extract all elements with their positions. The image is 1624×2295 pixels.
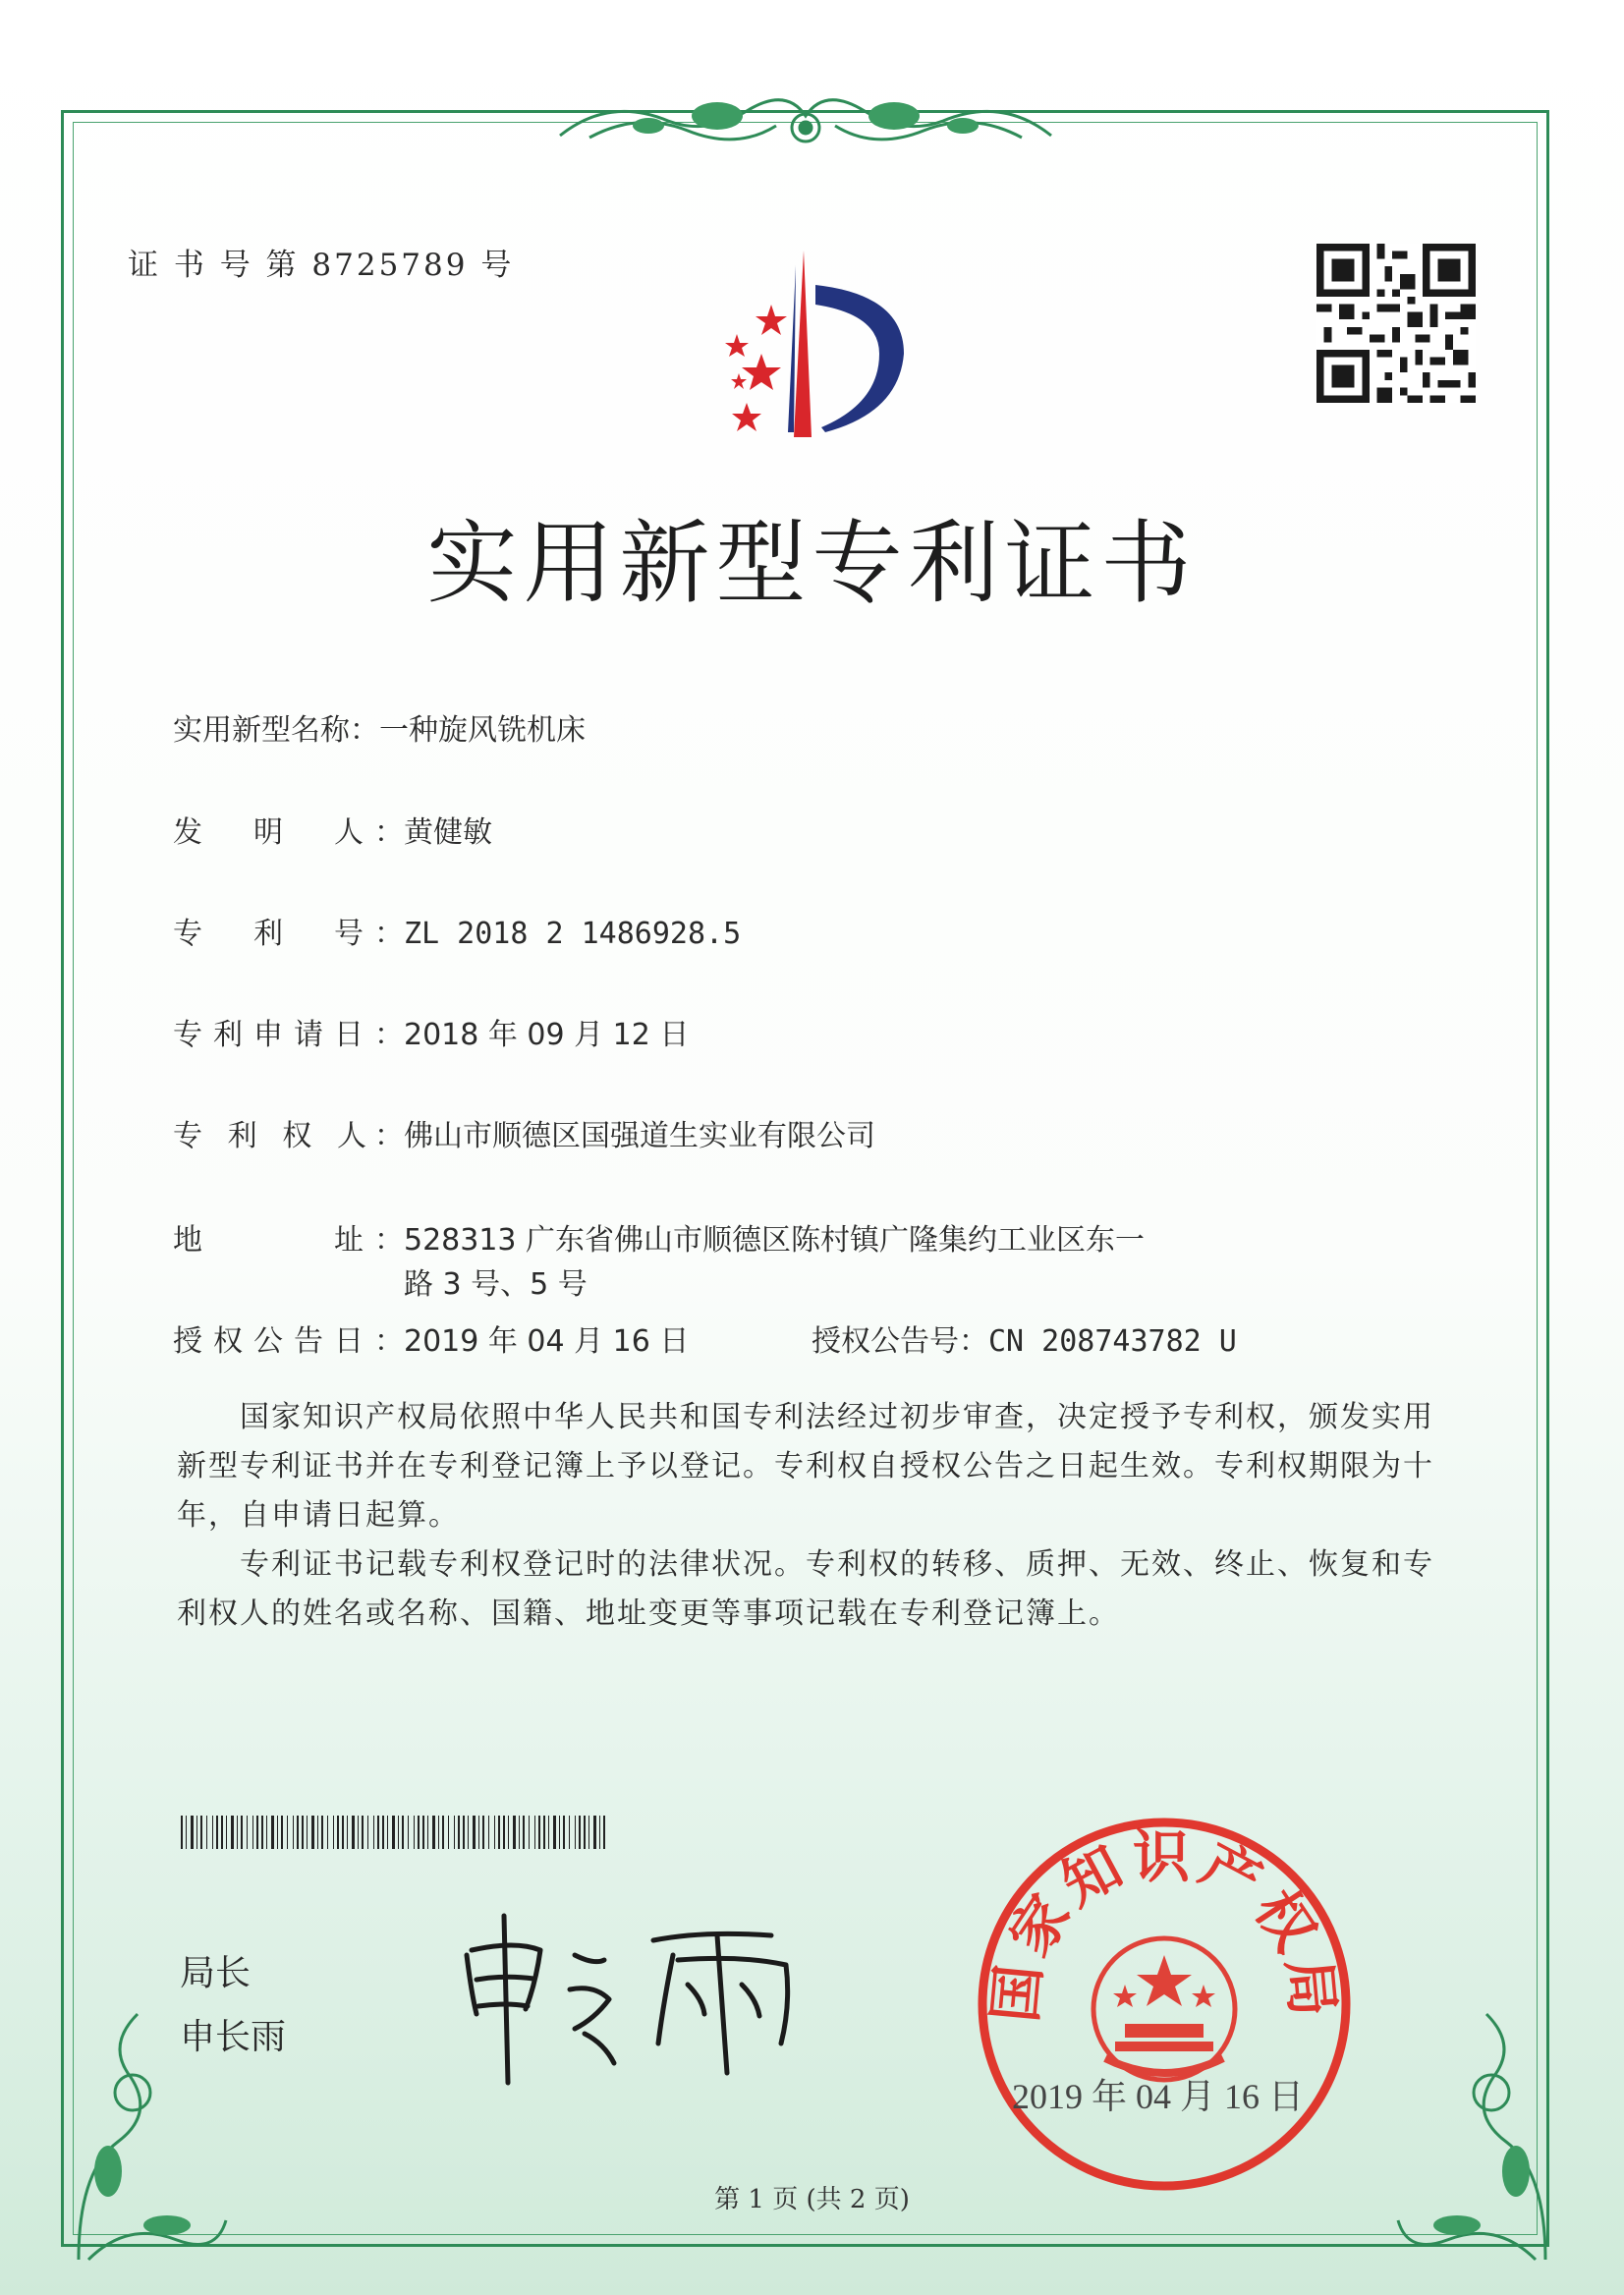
barcode-bar [454, 1816, 455, 1849]
grant-number: CN 208743782 U [988, 1324, 1237, 1359]
page-number: 第 1 页 (共 2 页) [714, 2185, 910, 2214]
barcode-bar [414, 1816, 415, 1849]
barcode-bar [191, 1816, 194, 1849]
barcode-bar [297, 1816, 299, 1849]
barcode-bar [559, 1816, 560, 1849]
paragraph-grant-statement: 国家知识产权局依照中华人民共和国专利法经过初步审查，决定授予专利权，颁发实用新型专利证书并在专利登记簿上予以登记。专利权自授权公告之日起生效。专利权期限为十年，自申请日起算。 [177, 1400, 1434, 1533]
barcode-bar [529, 1816, 530, 1849]
barcode-bar [196, 1816, 197, 1849]
barcode-bar [442, 1816, 444, 1849]
barcode-bar [422, 1816, 424, 1849]
barcode-bar [367, 1816, 368, 1849]
barcode-bar [186, 1816, 187, 1849]
barcode-bar [402, 1816, 404, 1849]
address-line-2: 路 3 号、5 号 [404, 1267, 588, 1302]
barcode-bar [538, 1816, 540, 1849]
field-grant-date [173, 1316, 689, 1360]
paragraph-legal-status: 专利证书记载专利权登记时的法律状况。专利权的转移、质押、无效、终止、恢复和专利权人的姓名或名称、国籍、地址变更等事项记载在专利登记簿上。 [177, 1547, 1434, 1631]
barcode-bar [503, 1816, 505, 1849]
barcode-bar [599, 1816, 600, 1849]
barcode-bar [513, 1816, 516, 1849]
barcode-bar [382, 1816, 384, 1849]
field-label: 授权公告日： [173, 1324, 404, 1359]
barcode-bar [181, 1816, 183, 1849]
grant-date: 2019 年 04 月 16 日 [404, 1324, 690, 1359]
barcode-bar [256, 1816, 258, 1849]
field-label: 发 明 人： [173, 815, 404, 850]
barcode-bar [333, 1816, 334, 1849]
barcode-bar [337, 1816, 339, 1849]
field-utility-model-name [173, 705, 586, 749]
barcode-bar [342, 1816, 344, 1849]
barcode-bar [221, 1816, 223, 1849]
corner-ornament-right [1388, 1975, 1565, 2269]
barcode-bar [519, 1816, 520, 1849]
barcode-bar [362, 1816, 364, 1849]
barcode-bar [216, 1816, 218, 1849]
director-name: 申长雨 [180, 2017, 287, 2057]
barcode-bar [588, 1816, 589, 1849]
barcode-bar [387, 1816, 388, 1849]
barcode-bar [553, 1816, 556, 1849]
field-grant-number [812, 1316, 1237, 1360]
barcode-bar [287, 1816, 288, 1849]
barcode-bar [488, 1816, 489, 1849]
barcode-bar [478, 1816, 479, 1849]
field-label: 专 利 号： [173, 917, 404, 951]
barcode-bar [327, 1816, 328, 1849]
barcode-bar [603, 1816, 605, 1849]
barcode-bar [317, 1816, 318, 1849]
legal-text [177, 1393, 1454, 1639]
barcode-bar [212, 1816, 213, 1849]
director-signature [447, 1896, 840, 2093]
barcode-bar [281, 1816, 283, 1849]
barcode-bar [302, 1816, 304, 1849]
barcode-bar [548, 1816, 549, 1849]
svg-text:国家知识产权局 [981, 1823, 1347, 2025]
seal-date: 2019 年 04 月 16 日 [1012, 2077, 1305, 2116]
barcode-bar [448, 1816, 449, 1849]
seal-text: 国家知识产权局 [980, 1823, 1348, 2026]
barcode-bar [206, 1816, 207, 1849]
barcode-bar [408, 1816, 409, 1849]
director-title: 局长 [180, 1953, 252, 1993]
barcode-bar [508, 1816, 509, 1849]
barcode-bar [482, 1816, 484, 1849]
filing-date: 2018 年 09 月 12 日 [404, 1018, 690, 1052]
barcode-bar [523, 1816, 525, 1849]
field-label: 实用新型名称： [173, 713, 379, 748]
barcode-bar [563, 1816, 565, 1849]
barcode-bar [543, 1816, 545, 1849]
field-label: 授权公告号： [812, 1324, 988, 1359]
barcode-bar [226, 1816, 227, 1849]
barcode-bar [498, 1816, 500, 1849]
field-label: 地 址： [173, 1223, 404, 1258]
barcode-bar [266, 1816, 267, 1849]
barcode-bar [569, 1816, 570, 1849]
field-address [173, 1215, 1145, 1259]
barcode [181, 1816, 609, 1849]
top-ornament [550, 77, 1061, 175]
barcode-bar [392, 1816, 395, 1849]
barcode-bar [427, 1816, 428, 1849]
official-seal [968, 1808, 1361, 2201]
barcode-bar [293, 1816, 294, 1849]
field-inventor [173, 808, 492, 851]
barcode-bar [579, 1816, 581, 1849]
barcode-bar [377, 1816, 379, 1849]
barcode-bar [458, 1816, 460, 1849]
utility-model-name: 一种旋风铣机床 [379, 713, 586, 748]
barcode-bar [241, 1816, 243, 1849]
field-patent-number [173, 909, 741, 952]
field-patentee [173, 1111, 875, 1154]
barcode-bar [432, 1816, 435, 1849]
field-label: 专 利 权 人： [173, 1119, 404, 1153]
qr-code [1316, 244, 1476, 403]
barcode-bar [358, 1816, 359, 1849]
barcode-bar [575, 1816, 576, 1849]
barcode-bar [311, 1816, 314, 1849]
cnipa-emblem [678, 246, 933, 452]
barcode-bar [252, 1816, 253, 1849]
barcode-bar [200, 1816, 202, 1849]
certificate-number: 证 书 号 第 8725789 号 [128, 248, 515, 283]
certificate-title: 实用新型专利证书 [426, 511, 1198, 616]
barcode-bar [373, 1816, 374, 1849]
patent-number: ZL 2018 2 1486928.5 [404, 917, 742, 951]
barcode-bar [438, 1816, 439, 1849]
barcode-bar [237, 1816, 238, 1849]
barcode-bar [231, 1816, 234, 1849]
barcode-bar [307, 1816, 308, 1849]
address-line-1: 528313 广东省佛山市顺德区陈村镇广隆集约工业区东一 [404, 1223, 1146, 1258]
barcode-bar [468, 1816, 469, 1849]
barcode-bar [418, 1816, 420, 1849]
barcode-bar [463, 1816, 465, 1849]
field-filing-date [173, 1010, 689, 1053]
barcode-bar [473, 1816, 476, 1849]
barcode-bar [247, 1816, 248, 1849]
patentee-name: 佛山市顺德区国强道生实业有限公司 [404, 1119, 875, 1153]
barcode-bar [321, 1816, 323, 1849]
barcode-bar [584, 1816, 586, 1849]
barcode-bar [277, 1816, 278, 1849]
barcode-bar [347, 1816, 348, 1849]
barcode-bar [534, 1816, 535, 1849]
barcode-bar [494, 1816, 495, 1849]
field-label: 专利申请日： [173, 1018, 404, 1052]
barcode-bar [593, 1816, 596, 1849]
barcode-bar [352, 1816, 355, 1849]
inventor-name: 黄健敏 [404, 815, 492, 850]
barcode-bar [398, 1816, 399, 1849]
barcode-bar [261, 1816, 263, 1849]
barcode-bar [271, 1816, 274, 1849]
